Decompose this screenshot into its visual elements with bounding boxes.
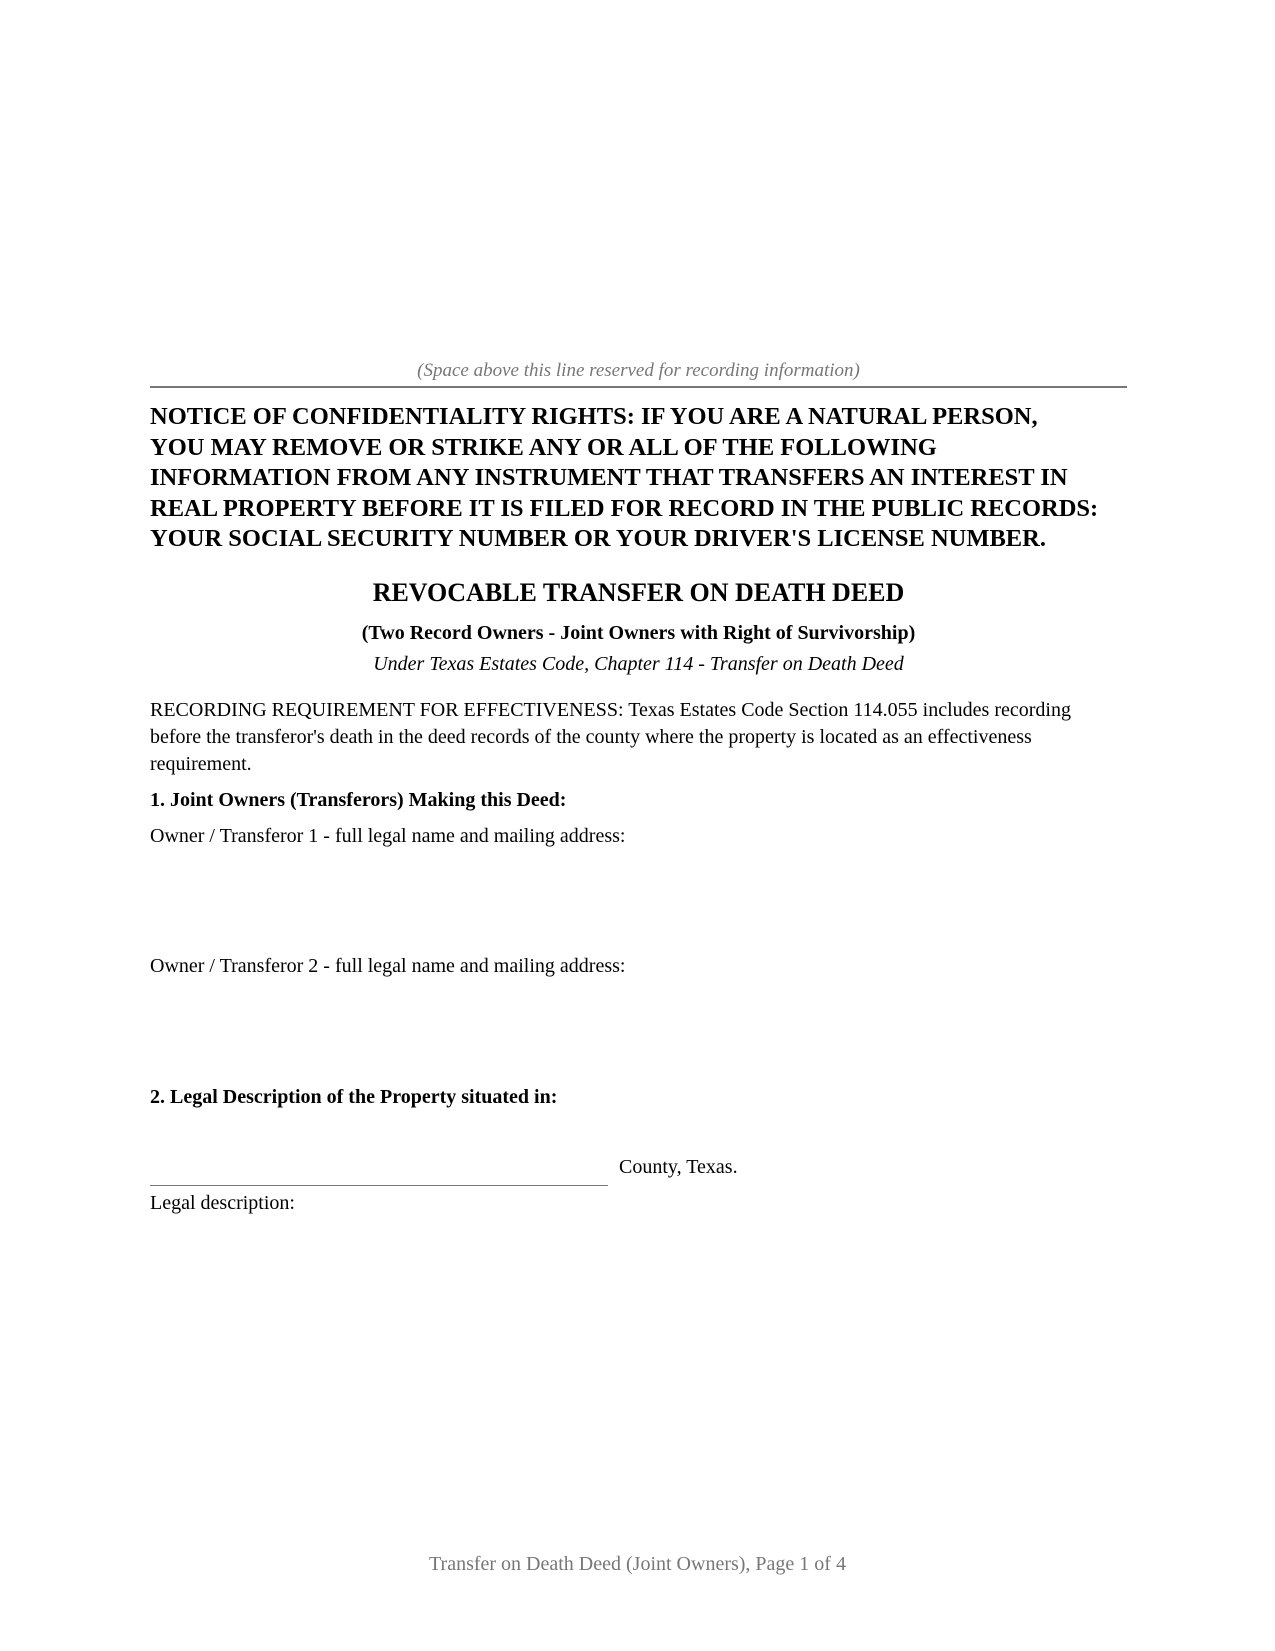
section-2-heading: 2. Legal Description of the Property situated in: bbox=[150, 1086, 558, 1108]
legal-description-label: Legal description: bbox=[150, 1192, 295, 1214]
page-footer: Transfer on Death Deed (Joint Owners), Page 1 of 4 bbox=[429, 1553, 846, 1575]
confidentiality-line: INFORMATION FROM ANY INSTRUMENT THAT TRANSFERS AN INTEREST IN bbox=[150, 464, 1068, 491]
county-blank-line bbox=[150, 1185, 608, 1186]
county-suffix: County, Texas. bbox=[619, 1156, 738, 1178]
requirement-line: requirement. bbox=[150, 753, 252, 775]
confidentiality-line: YOUR SOCIAL SECURITY NUMBER OR YOUR DRIVER'S LICENSE NUMBER. bbox=[150, 525, 1046, 552]
recording-divider-line bbox=[150, 386, 1127, 388]
owner-1-label: Owner / Transferor 1 - full legal name and mailing address: bbox=[150, 825, 626, 847]
deed-statute-reference: Under Texas Estates Code, Chapter 114 - Transfer on Death Deed bbox=[373, 653, 904, 675]
section-1-heading: 1. Joint Owners (Transferors) Making this Deed: bbox=[150, 789, 567, 811]
confidentiality-notice bbox=[150, 402, 1130, 555]
recording-reserved-note: (Space above this line reserved for recording information) bbox=[417, 360, 860, 381]
deed-title: REVOCABLE TRANSFER ON DEATH DEED bbox=[372, 578, 905, 607]
requirement-line: before the transferor's death in the deed records of the county where the property is located as an effectiveness bbox=[150, 726, 1032, 748]
recording-requirement-paragraph bbox=[150, 697, 1130, 778]
confidentiality-line: NOTICE OF CONFIDENTIALITY RIGHTS: IF YOU ARE A NATURAL PERSON, bbox=[150, 403, 1038, 430]
deed-subtitle: (Two Record Owners - Joint Owners with Right of Survivorship) bbox=[361, 622, 916, 644]
confidentiality-line: YOU MAY REMOVE OR STRIKE ANY OR ALL OF THE FOLLOWING bbox=[150, 433, 937, 461]
owner-2-label: Owner / Transferor 2 - full legal name and mailing address: bbox=[150, 955, 626, 977]
confidentiality-line: REAL PROPERTY BEFORE IT IS FILED FOR RECORD IN THE PUBLIC RECORDS: bbox=[150, 494, 1099, 522]
requirement-line: RECORDING REQUIREMENT FOR EFFECTIVENESS: Texas Estates Code Section 114.055 includes recording bbox=[150, 699, 1071, 721]
